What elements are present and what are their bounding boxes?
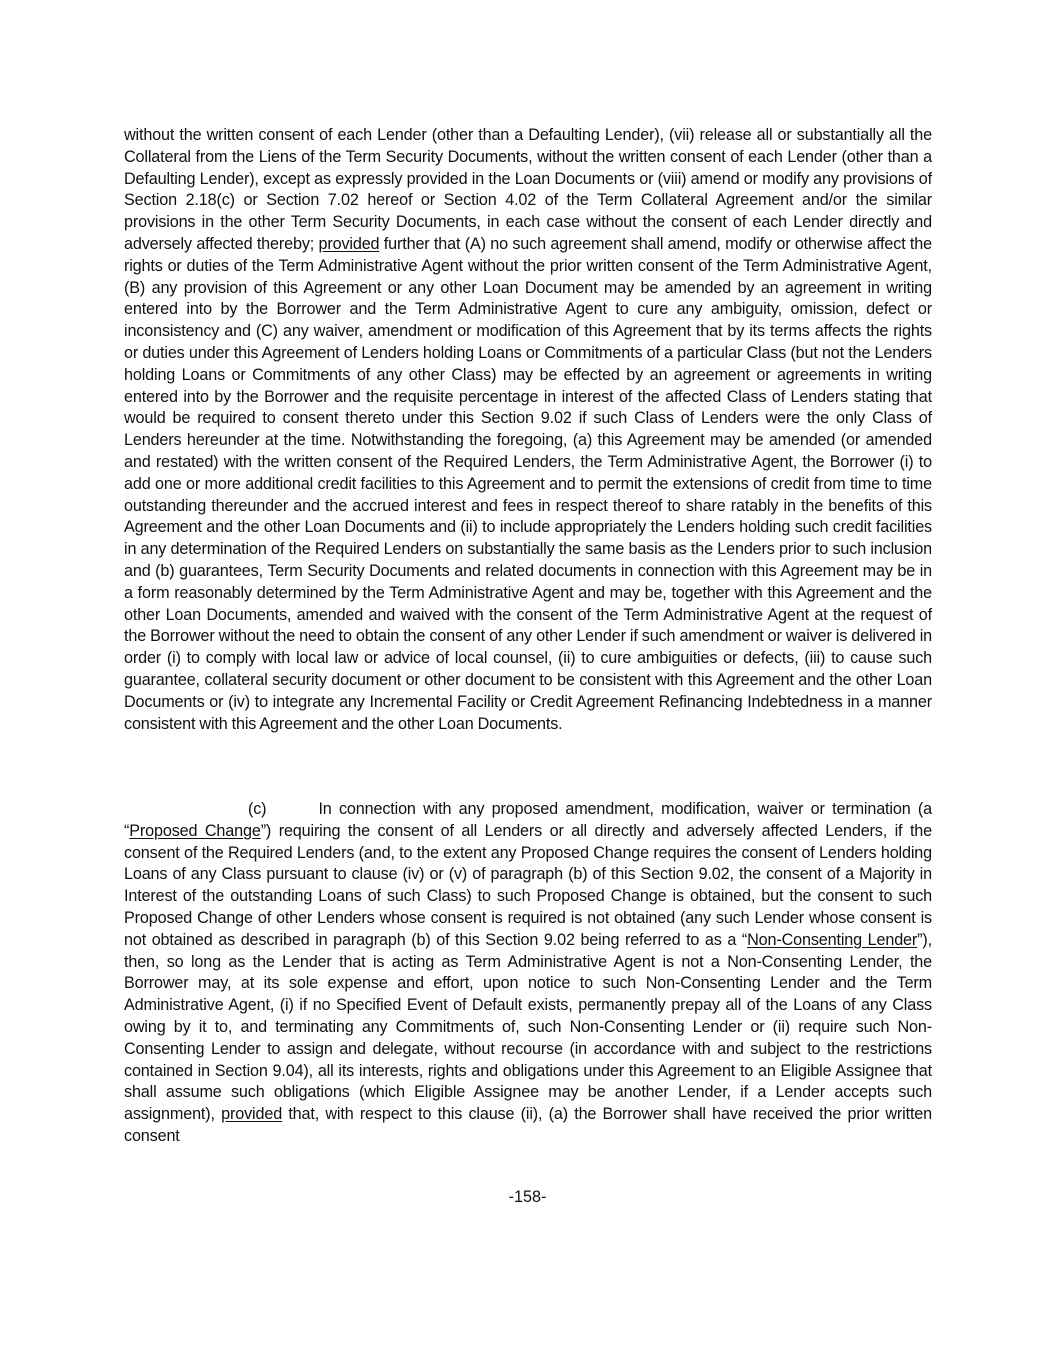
provided-term: provided bbox=[221, 1105, 283, 1124]
provided-term: provided bbox=[318, 234, 380, 253]
page-number: -158- bbox=[508, 1188, 547, 1206]
defined-term-proposed-change: Proposed Change bbox=[129, 821, 261, 840]
body-paragraph-c bbox=[124, 799, 932, 1148]
paragraph-text: ”) requiring the consent of all Lenders or all directly and adversely affected Lenders, if the consent of the Required Lenders (and, to the extent any Proposed Change requires the consent of Lenders holding Loans of any Class pursuant to clause (iv) or (v) of paragraph (b) of this Section 9.02, the consent of a Majority in Interest of the outstanding Loans of such Class) to such Proposed Change is obtained, but the consent to such Proposed Change of other Lenders whose consent is required is not obtained (any such Lender whose consent is not obtained as described in paragraph (b) of this Section 9.02 being referred to as a “ bbox=[124, 821, 932, 949]
paragraph-text: without the written consent of each Lender (other than a Defaulting Lender), (vii) release all or substantially all the Collateral from the Liens of the Term Security Documents, without the written consent of each Lender (other than a Defaulting Lender), except as expressly provided in the Loan Documents or (viii) amend or modify any provisions of Section 2.18(c) or Section 7.02 hereof or Section 4.02 of the Term Collateral Agreement and/or the similar provisions in the other Term Security Documents, in each case without the consent of each Lender directly and adversely affected thereby; bbox=[124, 126, 932, 253]
defined-term-non-consenting-lender: Non-Consenting Lender bbox=[747, 930, 918, 949]
paragraph-text: further that (A) no such agreement shall amend, modify or otherwise affect the rights or duties of the Term Administrative Agent without the prior written consent of the Term Administrative Agent, (B) any provision of this Agreement or any other Loan Document may be amended by an agreement in writing entered into by the Borrower and the Term Administrative Agent to cure any ambiguity, omission, defect or inconsistency and (C) any waiver, amendment or modification of this Agreement that by its terms affects the rights or duties under this Agreement of Lenders holding Loans or Commitments of a particular Class (but not the Lenders holding Loans or Commitments of any other Class) may be effected by an agreement or agreements in writing entered into by the Borrower and the requisite percentage in interest of the affected Class of Lenders stating that would be required to consent thereto under this Section 9.02 if such Class of Lenders were the only Class of Lenders hereunder at the time. Notwithstanding the foregoing, (a) this Agreement may be amended (or amended and restated) with the written consent of the Required Lenders, the Term Administrative Agent, the Borrower (i) to add one or more additional credit facilities to this Agreement and to permit the extensions of credit from time to time outstanding thereunder and the accrued interest and fees in respect thereof to share ratably in the benefits of this Agreement and the other Loan Documents and (ii) to include appropriately the Lenders holding such credit facilities in any determination of the Required Lenders on substantially the same basis as the Lenders prior to such inclusion and (b) guarantees, Term Security Documents and related documents in connection with this Agreement may be in a form reasonably determined by the Term Administrative Agent and may be, together with this Agreement and the other Loan Documents, amended and waived with the consent of the Term Administrative Agent at the request of the Borrower without the need to obtain the consent of any other Lender if such amendment or waiver is delivered in order (i) to comply with local law or advice of local counsel, (ii) to cure ambiguities or defects, (iii) to cause such guarantee, collateral security document or other document to be consistent with this Agreement and the other Loan Documents or (iv) to integrate any Incremental Facility or Credit Agreement Refinancing Indebtedness in a manner consistent with this Agreement and the other Loan Documents. bbox=[124, 234, 932, 733]
clause-label: (c) bbox=[248, 800, 267, 818]
paragraph-text: ”), then, so long as the Lender that is acting as Term Administrative Agent is not a Non-Consenting Lender, the Borrower may, at its sole expense and effort, upon notice to such Non-Consenting Lender and the Term Administrative Agent, (i) if no Specified Event of Default exists, permanently prepay all of the Loans of any Class owing by it to, and terminating any Commitments of, such Non-Consenting Lender or (ii) require such Non-Consenting Lender to assign and delegate, without recourse (in accordance with and subject to the restrictions contained in Section 9.04), all its interests, rights and obligations under this Agreement to an Eligible Assignee that shall assume such obligations (which Eligible Assignee may be another Lender, if a Lender accepts such assignment), bbox=[124, 930, 932, 1124]
paragraph-text: In connection with any proposed amendment, modification, waiver or termination (a “ bbox=[124, 800, 932, 840]
paragraph-text: that, with respect to this clause (ii), (a) the Borrower shall have received the prior written consent bbox=[124, 1105, 933, 1145]
body-paragraph-continued bbox=[124, 125, 932, 735]
